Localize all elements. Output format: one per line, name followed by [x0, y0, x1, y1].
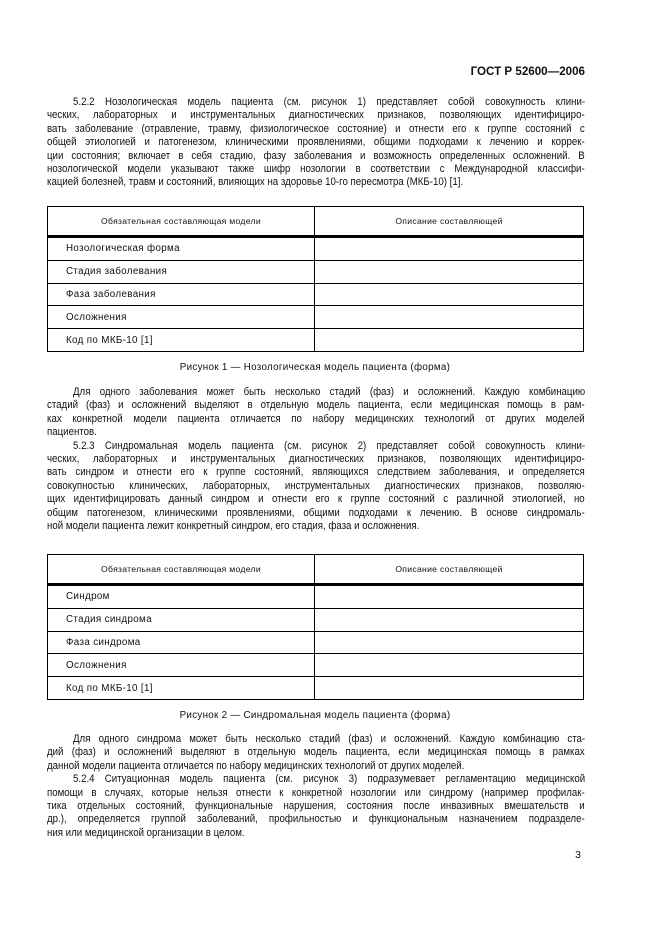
text-line: вать синдром и отнести его к группе состояний, являющихся следствием заболевания, и определяется: [47, 466, 585, 479]
component-cell: Стадия синдрома: [48, 608, 315, 631]
column-header-component: Обязательная составляющая модели: [48, 207, 315, 237]
text-line: 5.2.3 Синдромальная модель пациента (см. рисунок 2) представляет собой совокупность клини-: [73, 439, 586, 452]
table-row: [48, 654, 584, 677]
description-cell: [315, 283, 584, 306]
table-row: [48, 237, 584, 261]
component-cell: Код по МКБ-10 [1]: [48, 677, 315, 700]
text-line: ках конкретной модели пациента отличается по набору медицинских технологий от других моделей: [47, 412, 585, 425]
text-line: Для одного заболевания может быть несколько стадий (фаз) и осложнений. Каждую комбинацию: [73, 386, 586, 398]
component-cell: Стадия заболевания: [48, 260, 315, 283]
description-cell: [315, 631, 584, 654]
component-cell: Код по МКБ-10 [1]: [48, 329, 315, 352]
paragraph-5-2-4: [47, 773, 585, 840]
component-cell: Фаза синдрома: [48, 631, 315, 654]
table-row: [48, 329, 584, 352]
description-cell: [315, 237, 584, 261]
description-cell: [315, 654, 584, 677]
description-cell: [315, 329, 584, 352]
text-line: кацией болезней, травм и состояний, влияющих на здоровье 10-го пересмотра (МКБ-10) [1].: [47, 176, 464, 189]
text-line: данной модели пациента отличается по набору медицинских технологий от других моделей.: [47, 759, 465, 772]
text-line: ческих, лабораторных и инструментальных диагностических признаков, позволяющих идентифициро-: [47, 452, 585, 465]
text-line: 5.2.2 Нозологическая модель пациента (см. рисунок 1) представляет собой совокупность клини-: [73, 96, 586, 108]
description-cell: [315, 260, 584, 283]
text-line: Для одного синдрома может быть несколько стадий (фаз) и осложнений. Каждую комбинацию ста-: [73, 733, 586, 745]
description-cell: [315, 306, 584, 329]
text-line: общей этиологией и патогенезом, клиническими проявлениями, общими подходами к лечению и коррек-: [47, 136, 585, 149]
table-row: [48, 306, 584, 329]
text-line: ции состояния; включает в себя стадию, фазу заболевания и возможность определенных осложнений. В: [47, 149, 585, 162]
column-header-description: Описание составляющей: [315, 555, 584, 585]
text-line: общим патогенезом, клиническими проявлениями, общими подходами к лечению. В основе синдромаль-: [47, 506, 585, 519]
figure-2-caption: Рисунок 2 — Синдромальная модель пациента (форма): [179, 710, 451, 721]
syndromal-model-table: [47, 554, 584, 700]
table-header-row: [48, 207, 584, 237]
nosological-model-table: [47, 206, 584, 352]
table-header-row: [48, 555, 584, 585]
component-cell: Синдром: [48, 585, 315, 609]
text-line: ния или медицинской организации в целом.: [47, 826, 245, 839]
paragraph-syndrome-stages: [47, 733, 585, 773]
component-cell: Осложнения: [48, 306, 315, 329]
figure-1-caption: Рисунок 1 — Нозологическая модель пациента (форма): [179, 362, 451, 373]
text-line: ной модели пациента лежит конкретный синдром, его стадия, фаза и осложнения.: [47, 519, 420, 532]
text-line: др.), определяется группой заболеваний, профильностью и функциональным назначением подразделе-: [47, 813, 585, 826]
table-row: [48, 677, 584, 700]
text-line: совокупностью клинических, лабораторных, инструментальных диагностических признаков, позволяю-: [47, 479, 585, 492]
description-cell: [315, 585, 584, 609]
text-line: стадий (фаз) и осложнений выделяют в отдельную модель пациента, если медицинская помощь в рам-: [47, 399, 585, 412]
paragraph-disease-stages: [47, 386, 585, 440]
paragraph-5-2-2: [47, 96, 585, 190]
text-line: ческих, лабораторных и инструментальных диагностических признаков, позволяющих идентифициро-: [47, 109, 585, 122]
component-cell: Осложнения: [48, 654, 315, 677]
table-row: [48, 585, 584, 609]
table-row: [48, 260, 584, 283]
text-line: щих идентифицировать данный синдром и отнести его к группе состояний с различной этиологией, но: [47, 493, 585, 506]
page-number: 3: [575, 849, 581, 861]
text-line: тика отдельных состояний, функциональные нарушения, состояния после инвазивных вмешательств и: [47, 799, 585, 812]
table-row: [48, 631, 584, 654]
text-line: 5.2.4 Ситуационная модель пациента (см. рисунок 3) подразумевает регламентацию медицинской: [73, 773, 586, 786]
column-header-description: Описание составляющей: [315, 207, 584, 237]
text-line: пациентов.: [47, 426, 97, 439]
component-cell: Фаза заболевания: [48, 283, 315, 306]
table-row: [48, 608, 584, 631]
text-line: помощи в случаях, которые нельзя отнести к конкретной нозологии или синдрому (например профилак-: [47, 786, 585, 799]
text-line: нозологической модели указывают также шифр нозологии в соответствии с Международной классифи-: [47, 162, 585, 175]
document-designation: ГОСТ Р 52600—2006: [470, 65, 585, 78]
paragraph-5-2-3: [47, 440, 585, 534]
component-cell: Нозологическая форма: [48, 237, 315, 261]
text-line: вать заболевание (отравление, травму, физиологическое состояние) и отнести его к группе состояний с: [47, 122, 585, 135]
description-cell: [315, 608, 584, 631]
description-cell: [315, 677, 584, 700]
column-header-component: Обязательная составляющая модели: [48, 555, 315, 585]
text-line: дий (фаз) и осложнений выделяют в отдельную модель пациента, если медицинская помощь в рамках: [47, 746, 585, 759]
table-row: [48, 283, 584, 306]
